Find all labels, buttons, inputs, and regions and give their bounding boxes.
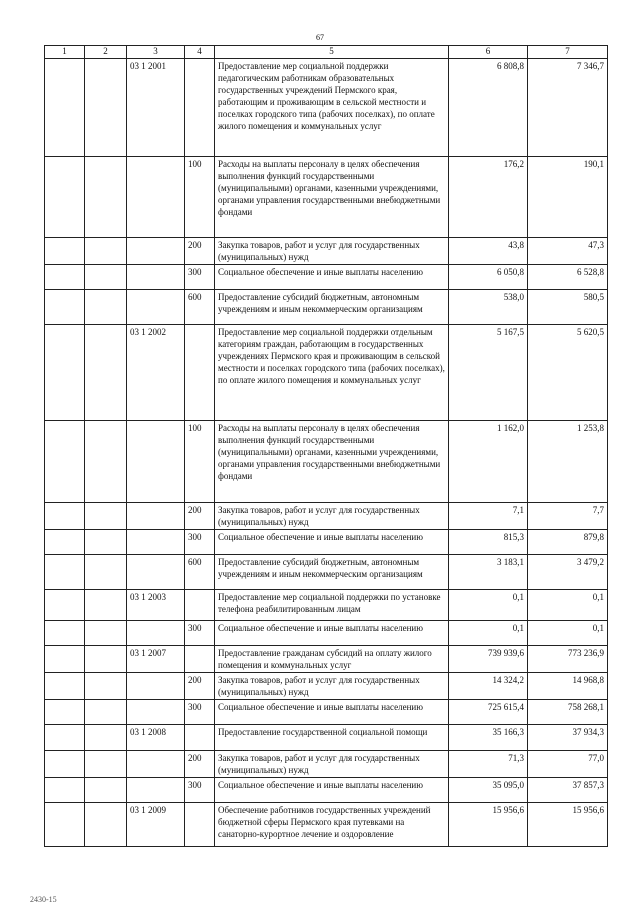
expense-type-code — [185, 59, 215, 157]
expense-type-code: 100 — [185, 157, 215, 238]
item-description: Предоставление мер социальной поддержки отдельным категориям граждан, работающим в государственных учреждениях Пермского края и проживающим в сельской местности и поселках городского типа (рабочих поселках), по оплате жилого помещения и коммунальных услуг — [215, 325, 449, 421]
cell-col-2 — [85, 803, 127, 847]
header-col-5: 5 — [215, 46, 449, 59]
target-article-code — [127, 621, 185, 646]
target-article-code — [127, 751, 185, 778]
header-col-2: 2 — [85, 46, 127, 59]
target-article-code — [127, 673, 185, 700]
item-description: Закупка товаров, работ и услуг для государственных (муниципальных) нужд — [215, 503, 449, 530]
cell-col-2 — [85, 530, 127, 555]
cell-col-2 — [85, 590, 127, 621]
cell-col-1 — [45, 725, 85, 751]
expense-type-code — [185, 646, 215, 673]
cell-col-1 — [45, 555, 85, 590]
cell-col-1 — [45, 700, 85, 725]
target-article-code — [127, 778, 185, 803]
target-article-code — [127, 530, 185, 555]
expense-type-code: 300 — [185, 778, 215, 803]
header-col-6: 6 — [449, 46, 528, 59]
cell-col-1 — [45, 238, 85, 265]
table-row — [45, 238, 608, 265]
amount-col-6: 739 939,6 — [449, 646, 528, 673]
amount-col-6: 1 162,0 — [449, 421, 528, 503]
amount-col-7: 77,0 — [528, 751, 608, 778]
expense-type-code: 600 — [185, 290, 215, 325]
target-article-code: 03 1 2002 — [127, 325, 185, 421]
header-col-4: 4 — [185, 46, 215, 59]
page-number: 67 — [316, 33, 324, 42]
item-description: Социальное обеспечение и иные выплаты населению — [215, 700, 449, 725]
item-description: Социальное обеспечение и иные выплаты населению — [215, 265, 449, 290]
amount-col-6: 5 167,5 — [449, 325, 528, 421]
table-row — [45, 555, 608, 590]
table-row — [45, 646, 608, 673]
amount-col-6: 43,8 — [449, 238, 528, 265]
cell-col-1 — [45, 803, 85, 847]
amount-col-7: 15 956,6 — [528, 803, 608, 847]
table-row — [45, 265, 608, 290]
table-row — [45, 751, 608, 778]
expense-type-code — [185, 325, 215, 421]
item-description: Предоставление мер социальной поддержки по установке телефона реабилитированным лицам — [215, 590, 449, 621]
table-body — [45, 59, 608, 847]
table-row — [45, 290, 608, 325]
cell-col-1 — [45, 290, 85, 325]
cell-col-2 — [85, 646, 127, 673]
cell-col-2 — [85, 157, 127, 238]
expense-type-code — [185, 725, 215, 751]
cell-col-2 — [85, 700, 127, 725]
amount-col-7: 1 253,8 — [528, 421, 608, 503]
cell-col-2 — [85, 238, 127, 265]
cell-col-1 — [45, 59, 85, 157]
target-article-code: 03 1 2003 — [127, 590, 185, 621]
item-description: Предоставление субсидий бюджетным, автономным учреждениям и иным некоммерческим организациям — [215, 555, 449, 590]
amount-col-7: 14 968,8 — [528, 673, 608, 700]
budget-table — [44, 45, 608, 847]
item-description: Закупка товаров, работ и услуг для государственных (муниципальных) нужд — [215, 673, 449, 700]
item-description: Закупка товаров, работ и услуг для государственных (муниципальных) нужд — [215, 238, 449, 265]
cell-col-2 — [85, 325, 127, 421]
cell-col-2 — [85, 751, 127, 778]
item-description: Расходы на выплаты персоналу в целях обеспечения выполнения функций государственными (муниципальными) органами, казенными учреждениями, органами управления государственными внебюджетными фондами — [215, 421, 449, 503]
footer-code: 2430-15 — [30, 895, 57, 904]
target-article-code: 03 1 2008 — [127, 725, 185, 751]
expense-type-code: 200 — [185, 503, 215, 530]
expense-type-code: 300 — [185, 265, 215, 290]
cell-col-2 — [85, 421, 127, 503]
cell-col-1 — [45, 646, 85, 673]
table-row — [45, 325, 608, 421]
item-description: Предоставление субсидий бюджетным, автономным учреждениям и иным некоммерческим организациям — [215, 290, 449, 325]
amount-col-7: 7,7 — [528, 503, 608, 530]
amount-col-7: 758 268,1 — [528, 700, 608, 725]
amount-col-7: 190,1 — [528, 157, 608, 238]
item-description: Предоставление гражданам субсидий на оплату жилого помещения и коммунальных услуг — [215, 646, 449, 673]
cell-col-2 — [85, 778, 127, 803]
cell-col-1 — [45, 325, 85, 421]
target-article-code — [127, 555, 185, 590]
cell-col-1 — [45, 673, 85, 700]
target-article-code: 03 1 2007 — [127, 646, 185, 673]
target-article-code — [127, 503, 185, 530]
table-row — [45, 621, 608, 646]
amount-col-6: 725 615,4 — [449, 700, 528, 725]
header-col-1: 1 — [45, 46, 85, 59]
amount-col-7: 0,1 — [528, 590, 608, 621]
item-description: Предоставление государственной социальной помощи — [215, 725, 449, 751]
item-description: Расходы на выплаты персоналу в целях обеспечения выполнения функций государственными (муниципальными) органами, казенными учреждениями, органами управления государственными внебюджетными фондами — [215, 157, 449, 238]
cell-col-1 — [45, 751, 85, 778]
amount-col-6: 176,2 — [449, 157, 528, 238]
table-row — [45, 157, 608, 238]
amount-col-6: 6 808,8 — [449, 59, 528, 157]
amount-col-6: 815,3 — [449, 530, 528, 555]
expense-type-code — [185, 590, 215, 621]
item-description: Социальное обеспечение и иные выплаты населению — [215, 530, 449, 555]
table-row — [45, 421, 608, 503]
amount-col-6: 7,1 — [449, 503, 528, 530]
cell-col-1 — [45, 778, 85, 803]
amount-col-7: 773 236,9 — [528, 646, 608, 673]
target-article-code: 03 1 2009 — [127, 803, 185, 847]
amount-col-6: 3 183,1 — [449, 555, 528, 590]
cell-col-1 — [45, 157, 85, 238]
amount-col-7: 3 479,2 — [528, 555, 608, 590]
cell-col-2 — [85, 265, 127, 290]
expense-type-code: 300 — [185, 530, 215, 555]
amount-col-6: 35 166,3 — [449, 725, 528, 751]
expense-type-code: 200 — [185, 751, 215, 778]
expense-type-code: 200 — [185, 238, 215, 265]
table-row — [45, 503, 608, 530]
amount-col-6: 35 095,0 — [449, 778, 528, 803]
amount-col-7: 37 857,3 — [528, 778, 608, 803]
cell-col-2 — [85, 673, 127, 700]
table-row — [45, 590, 608, 621]
target-article-code — [127, 157, 185, 238]
target-article-code — [127, 290, 185, 325]
item-description: Закупка товаров, работ и услуг для государственных (муниципальных) нужд — [215, 751, 449, 778]
item-description: Социальное обеспечение и иные выплаты населению — [215, 778, 449, 803]
cell-col-1 — [45, 421, 85, 503]
amount-col-7: 580,5 — [528, 290, 608, 325]
target-article-code — [127, 265, 185, 290]
target-article-code: 03 1 2001 — [127, 59, 185, 157]
cell-col-2 — [85, 290, 127, 325]
amount-col-6: 538,0 — [449, 290, 528, 325]
cell-col-2 — [85, 555, 127, 590]
amount-col-7: 879,8 — [528, 530, 608, 555]
target-article-code — [127, 421, 185, 503]
header-col-7: 7 — [528, 46, 608, 59]
cell-col-1 — [45, 503, 85, 530]
amount-col-7: 0,1 — [528, 621, 608, 646]
cell-col-1 — [45, 621, 85, 646]
header-col-3: 3 — [127, 46, 185, 59]
cell-col-1 — [45, 265, 85, 290]
target-article-code — [127, 238, 185, 265]
item-description: Предоставление мер социальной поддержки педагогическим работникам образовательных государственных учреждений Пермского края, работающим и проживающим в сельской местности и поселках городского типа (рабочих поселках), по оплате жилого помещения и коммунальных услуг — [215, 59, 449, 157]
amount-col-7: 6 528,8 — [528, 265, 608, 290]
table-header-row — [45, 46, 608, 59]
amount-col-6: 6 050,8 — [449, 265, 528, 290]
table-row — [45, 673, 608, 700]
expense-type-code — [185, 803, 215, 847]
amount-col-6: 0,1 — [449, 590, 528, 621]
cell-col-2 — [85, 503, 127, 530]
amount-col-6: 15 956,6 — [449, 803, 528, 847]
amount-col-6: 14 324,2 — [449, 673, 528, 700]
amount-col-7: 47,3 — [528, 238, 608, 265]
table-row — [45, 803, 608, 847]
cell-col-1 — [45, 590, 85, 621]
expense-type-code: 300 — [185, 621, 215, 646]
amount-col-7: 5 620,5 — [528, 325, 608, 421]
table-row — [45, 530, 608, 555]
amount-col-7: 7 346,7 — [528, 59, 608, 157]
amount-col-6: 0,1 — [449, 621, 528, 646]
table-row — [45, 59, 608, 157]
amount-col-6: 71,3 — [449, 751, 528, 778]
expense-type-code: 600 — [185, 555, 215, 590]
cell-col-2 — [85, 725, 127, 751]
cell-col-1 — [45, 530, 85, 555]
table-row — [45, 778, 608, 803]
table-row — [45, 725, 608, 751]
expense-type-code: 200 — [185, 673, 215, 700]
cell-col-2 — [85, 621, 127, 646]
item-description: Обеспечение работников государственных учреждений бюджетной сферы Пермского края путевками на санаторно-курортное лечение и оздоровление — [215, 803, 449, 847]
expense-type-code: 100 — [185, 421, 215, 503]
target-article-code — [127, 700, 185, 725]
table-row — [45, 700, 608, 725]
item-description: Социальное обеспечение и иные выплаты населению — [215, 621, 449, 646]
cell-col-2 — [85, 59, 127, 157]
amount-col-7: 37 934,3 — [528, 725, 608, 751]
expense-type-code: 300 — [185, 700, 215, 725]
